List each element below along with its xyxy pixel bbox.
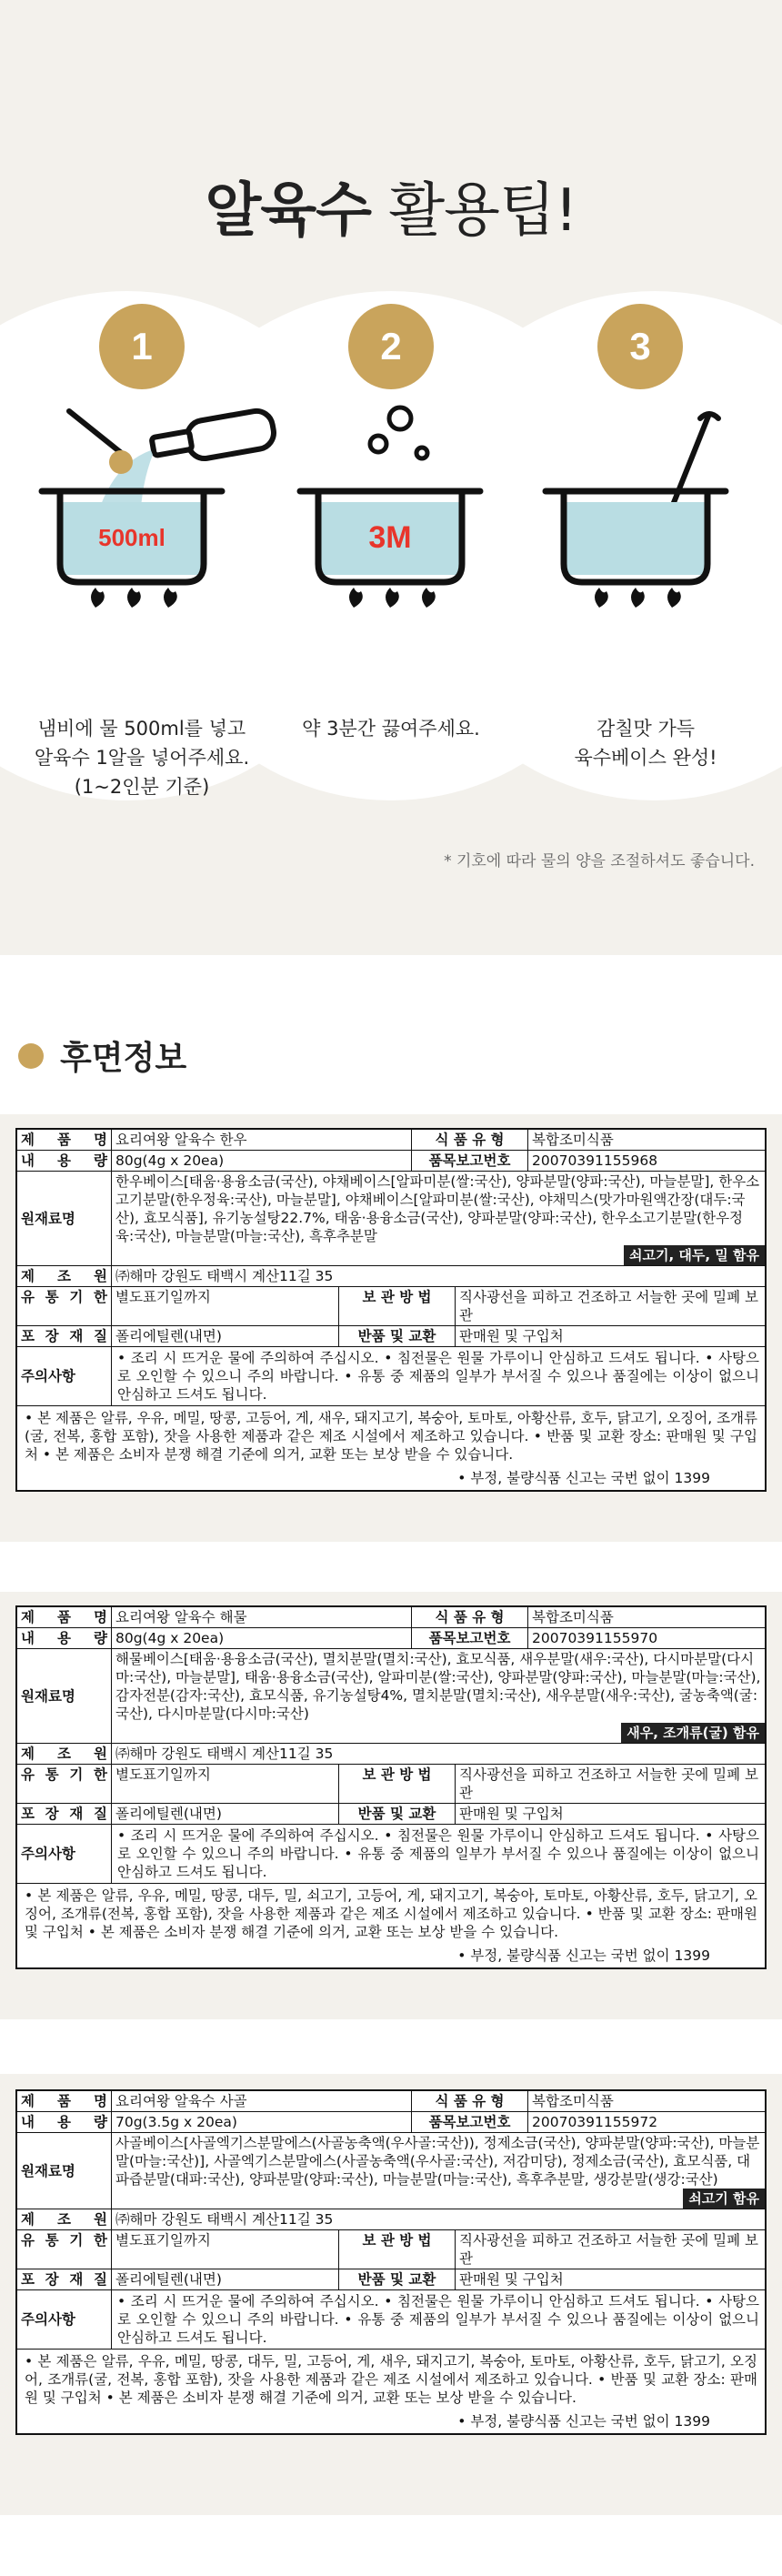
- label-row-ingredients: [17, 2133, 765, 2209]
- caution-text: • 조리 시 뜨거운 물에 주의하여 주십시오. • 침전물은 원물 가루이니 안심하고 드셔도 됩니다. • 사탕으로 오인할 수 있으니 주의 바랍니다. • 유통 중 제품의 일부가 부서질 수 있으나 품질에는 이상이 없으니 안심하고 드셔도 됩니다.: [117, 1350, 759, 1403]
- ingredients-text: 해물베이스[태움·용융소금(국산), 멸치분말(멸치:국산), 효모식품, 새우분말(새우:국산), 다시마분말(다시마:국산), 마늘분말], 태움·용융소금(국산), 알파미분(쌀:국산), 양파분말(양파:국산), 마늘분말(마늘:국산), 감자전분(감자:국산), 효모식품, 유기농설탕4%, 멸치분말(멸치:국산), 새우분말(새우:국산), 굴농축액(굴:국산), 다시마분말(다시마:국산): [115, 1651, 761, 1722]
- packaging: 폴리에틸렌(내면): [112, 1804, 339, 1824]
- label-row-name: [17, 1607, 765, 1628]
- field-label: 포 장 재 질: [17, 1326, 112, 1346]
- step-3-line: 감칠맛 가득: [596, 718, 696, 740]
- step-1-number: 1: [99, 304, 185, 389]
- caution-text: • 조리 시 뜨거운 물에 주의하여 주십시오. • 침전물은 원물 가루이니 안심하고 드셔도 됩니다. • 사탕으로 오인할 수 있으니 주의 바랍니다. • 유통 중 제품의 일부가 부서질 수 있으나 품질에는 이상이 없으니 안심하고 드셔도 됩니다.: [117, 2293, 759, 2346]
- tips-title-bold: 알육수: [205, 177, 371, 245]
- expiry: 별도표기일까지: [112, 1765, 339, 1803]
- step-3-line: 육수베이스 완성!: [574, 747, 717, 769]
- report-notice: • 부정, 불량식품 신고는 국번 없이 1399: [457, 1947, 710, 1964]
- allergen-badge: 쇠고기, 대두, 밀 함유: [624, 1245, 765, 1265]
- label-row-ingredients: [17, 1172, 765, 1266]
- exchange: 판매원 및 구입처: [459, 1806, 564, 1822]
- field-label-text: 주의사항: [21, 1368, 75, 1384]
- notice-text: • 본 제품은 알류, 우유, 메밀, 땅콩, 대두, 밀, 고등어, 게, 새우, 돼지고기, 복숭아, 토마토, 아황산류, 호두, 닭고기, 오징어, 조개류(굴, 전복, 홍합 포함), 잣을 사용한 제품과 같은 제조 시설에서 제조하고 있습니다. • 반품 및 교환 장소: 판매원 및 구입처 • 본 제품은 소비자 분쟁 해결 기준에 의거, 교환 또는 보상 받을 수 있습니다.: [25, 2353, 757, 2406]
- packaging: 폴리에틸렌(내면): [112, 1326, 339, 1346]
- field-label: 내 용 량: [17, 1628, 112, 1648]
- field-label: [17, 1649, 112, 1743]
- pot-ladle-icon: [527, 400, 746, 609]
- field-label: 보 관 방 법: [339, 2230, 456, 2269]
- field-label: 포 장 재 질: [17, 1804, 112, 1824]
- field-label: [17, 2290, 112, 2349]
- ingredients-text: 사골베이스[사골엑기스분말에스(사골농축액(우사골:국산)), 정제소금(국산), 양파분말(양파:국산), 마늘분말(마늘:국산)], 사골엑기스분말에스(사골농축액(우사골:국산), 저감미당), 정제소금(국산), 효모식품, 대파즙분말(대파:국산), 양파분말(양파:국산), 마늘분말(마늘:국산), 흑후추분말, 생강분말(생강:국산): [115, 2135, 760, 2188]
- exchange: 판매원 및 구입처: [459, 1328, 564, 1344]
- field-label-text: 주의사항: [21, 1846, 75, 1862]
- ingredients-text: 한우베이스[태움·용융소금(국산), 야채베이스[알파미분(쌀:국산), 양파분말(양파:국산), 마늘분말], 한우소고기분말(한우정육:국산), 마늘분말], 야채베이스[알파미분(쌀:국산), 야채믹스(맛가마원액간장(대두:국산), 효모식품], 유기농설탕22.7%, 태움·용융소금(국산), 양파분말(양파:국산), 한우소고기분말(한우정육:국산), 마늘분말(마늘:국산), 흑후추분말: [115, 1173, 760, 1244]
- step-1-text: [15, 714, 269, 801]
- label-row-notice: [17, 1884, 765, 1967]
- field-label: 식 품 유 형: [412, 1607, 528, 1627]
- step-1-line: 알육수 1알을 넣어주세요.: [34, 747, 250, 769]
- label-row-caution: [17, 2290, 765, 2350]
- step-3-text: [518, 714, 773, 772]
- field-label: 반품 및 교환: [339, 1326, 456, 1346]
- field-label: 포 장 재 질: [17, 2269, 112, 2289]
- capacity: 80g(4g x 20ea): [112, 1628, 412, 1648]
- flame-icon: [595, 588, 681, 608]
- field-label: 유 통 기 한: [17, 1765, 112, 1803]
- label-row-notice: [17, 1406, 765, 1490]
- allergen-badge: 쇠고기 함유: [683, 2189, 765, 2209]
- step-1-line: 냄비에 물 500ml를 넣고: [37, 718, 246, 740]
- field-label: 제 품 명: [17, 1130, 112, 1150]
- step-3-number: 3: [597, 304, 683, 389]
- capacity: 80g(4g x 20ea): [112, 1151, 412, 1171]
- field-label: 식 품 유 형: [412, 2091, 528, 2111]
- field-label: 제 품 명: [17, 1607, 112, 1627]
- flame-icon: [91, 588, 177, 608]
- label-row-maker: [17, 1744, 765, 1765]
- back-info-title: 후면정보: [60, 1040, 187, 1077]
- field-label: 제 품 명: [17, 2091, 112, 2111]
- product-name: 요리여왕 알육수 해물: [112, 1607, 412, 1627]
- label-row-capacity: [17, 1628, 765, 1649]
- pot-pouring-water-icon: [33, 400, 278, 609]
- broth-ball-icon: [109, 450, 133, 474]
- notice-text: • 본 제품은 알류, 우유, 메밀, 땅콩, 고등어, 게, 새우, 돼지고기, 복숭아, 토마토, 아황산류, 호두, 닭고기, 오징어, 조개류(굴, 전복, 홍합 포함), 잣을 사용한 제품과 같은 제조 시설에서 제조하고 있습니다. • 반품 및 교환 장소: 판매원 및 구입처 • 본 제품은 소비자 분쟁 해결 기준에 의거, 교환 또는 보상 받을 수 있습니다.: [25, 1410, 757, 1463]
- label-row-maker: [17, 1266, 765, 1287]
- field-label-text: 원재료명: [21, 2162, 75, 2179]
- report-number: 20070391155970: [532, 1630, 658, 1646]
- report-notice: • 부정, 불량식품 신고는 국번 없이 1399: [457, 1470, 710, 1486]
- label-row-packaging: [17, 1804, 765, 1825]
- notice-text: • 본 제품은 알류, 우유, 메밀, 땅콩, 대두, 밀, 쇠고기, 고등어, 게, 돼지고기, 복숭아, 토마토, 아황산류, 호두, 닭고기, 오징어, 조개류(전복, 홍합 포함), 잣을 사용한 제품과 같은 제조 시설에서 제조하고 있습니다. • 반품 및 교환 장소: 판매원 및 구입처 • 본 제품은 소비자 분쟁 해결 기준에 의거, 교환 또는 보상 받을 수 있습니다.: [25, 1887, 757, 1940]
- ingredients-value: [112, 1649, 765, 1743]
- exchange: 판매원 및 구입처: [459, 2271, 564, 2288]
- field-label: 품목보고번호: [412, 1151, 528, 1171]
- bottle-icon: [152, 408, 276, 461]
- caution-text: • 조리 시 뜨거운 물에 주의하여 주십시오. • 침전물은 원물 가루이니 안심하고 드셔도 됩니다. • 사탕으로 오인할 수 있으니 주의 바랍니다. • 유통 중 제품의 일부가 부서질 수 있으나 품질에는 이상이 없으니 안심하고 드셔도 됩니다.: [117, 1827, 759, 1880]
- maker: ㈜해마 강원도 태백시 계산11길 35: [115, 1268, 334, 1284]
- label-row-expiry: [17, 1287, 765, 1326]
- storage: 직사광선을 피하고 건조하고 서늘한 곳에 밀폐 보관: [459, 2232, 759, 2267]
- expiry: 별도표기일까지: [112, 1287, 339, 1325]
- field-label: 제 조 원: [17, 1266, 112, 1286]
- bubbles-icon: [370, 408, 427, 458]
- product-label-sagol: [15, 2089, 767, 2435]
- product-name: 요리여왕 알육수 사골: [112, 2091, 412, 2111]
- field-label: 보 관 방 법: [339, 1765, 456, 1803]
- report-notice: • 부정, 불량식품 신고는 국번 없이 1399: [457, 2413, 710, 2430]
- food-type: 복합조미식품: [532, 2093, 614, 2109]
- field-label-text: 주의사항: [21, 2311, 75, 2328]
- packaging: 폴리에틸렌(내면): [112, 2269, 339, 2289]
- field-label: 내 용 량: [17, 1151, 112, 1171]
- capacity: 70g(3.5g x 20ea): [112, 2112, 412, 2132]
- field-label: 유 통 기 한: [17, 2230, 112, 2269]
- field-label-text: 원재료명: [21, 1687, 75, 1705]
- field-label: 유 통 기 한: [17, 1287, 112, 1325]
- label-row-caution: [17, 1347, 765, 1406]
- field-label: [17, 1347, 112, 1405]
- step-2-text: [264, 714, 518, 743]
- pot-volume-label: 500ml: [98, 524, 165, 551]
- label-row-packaging: [17, 2269, 765, 2290]
- label-row-notice: [17, 2350, 765, 2433]
- field-label: [17, 1825, 112, 1883]
- field-label: 반품 및 교환: [339, 2269, 456, 2289]
- product-name: 요리여왕 알육수 한우: [112, 1130, 412, 1150]
- label-row-capacity: [17, 2112, 765, 2133]
- label-row-maker: [17, 2209, 765, 2230]
- field-label-text: 원재료명: [21, 1210, 75, 1227]
- product-label-hanwoo: [15, 1128, 767, 1492]
- label-row-name: [17, 2091, 765, 2112]
- label-row-packaging: [17, 1326, 765, 1347]
- field-label: 반품 및 교환: [339, 1804, 456, 1824]
- label-row-caution: [17, 1825, 765, 1884]
- label-row-expiry: [17, 1765, 765, 1804]
- allergen-badge: 새우, 조개류(굴) 함유: [621, 1723, 765, 1743]
- heading-dot-icon: [18, 1043, 44, 1069]
- flame-icon: [349, 588, 436, 608]
- field-label: 품목보고번호: [412, 2112, 528, 2132]
- step-1-line: (1~2인분 기준): [74, 776, 210, 798]
- tips-footnote: * 기호에 따라 물의 양을 조절하셔도 좋습니다.: [444, 852, 755, 870]
- field-label: 제 조 원: [17, 1744, 112, 1764]
- storage: 직사광선을 피하고 건조하고 서늘한 곳에 밀폐 보관: [459, 1289, 759, 1323]
- pot-body: [546, 491, 726, 582]
- report-number: 20070391155968: [532, 1152, 658, 1169]
- step-2-line: 약 3분간 끓여주세요.: [302, 718, 480, 740]
- label-row-capacity: [17, 1151, 765, 1172]
- label-row-ingredients: [17, 1649, 765, 1744]
- label-row-expiry: [17, 2230, 765, 2269]
- ball-trajectory: [69, 411, 124, 455]
- tips-title-light: 활용팁!: [371, 177, 577, 245]
- field-label: 제 조 원: [17, 2209, 112, 2229]
- step-2-number: 2: [348, 304, 434, 389]
- food-type: 복합조미식품: [532, 1609, 614, 1625]
- field-label: 품목보고번호: [412, 1628, 528, 1648]
- maker: ㈜해마 강원도 태백시 계산11길 35: [115, 1746, 334, 1762]
- report-number: 20070391155972: [532, 2114, 658, 2130]
- ingredients-value: [112, 1172, 765, 1265]
- field-label: 내 용 량: [17, 2112, 112, 2132]
- tips-title: [0, 164, 782, 247]
- field-label: 식 품 유 형: [412, 1130, 528, 1150]
- ingredients-value: [112, 2133, 765, 2209]
- maker: ㈜해마 강원도 태백시 계산11길 35: [115, 2211, 334, 2228]
- pot-boiling-icon: [282, 400, 500, 609]
- field-label: [17, 2133, 112, 2209]
- product-label-seafood: [15, 1605, 767, 1969]
- storage: 직사광선을 피하고 건조하고 서늘한 곳에 밀폐 보관: [459, 1766, 759, 1801]
- usage-tips-section: [0, 0, 782, 955]
- field-label: [17, 1172, 112, 1265]
- label-row-name: [17, 1130, 765, 1151]
- pot-time-label: 3M: [368, 520, 412, 555]
- expiry: 별도표기일까지: [112, 2230, 339, 2269]
- back-info-heading: [18, 1032, 186, 1079]
- field-label: 보 관 방 법: [339, 1287, 456, 1325]
- food-type: 복합조미식품: [532, 1132, 614, 1148]
